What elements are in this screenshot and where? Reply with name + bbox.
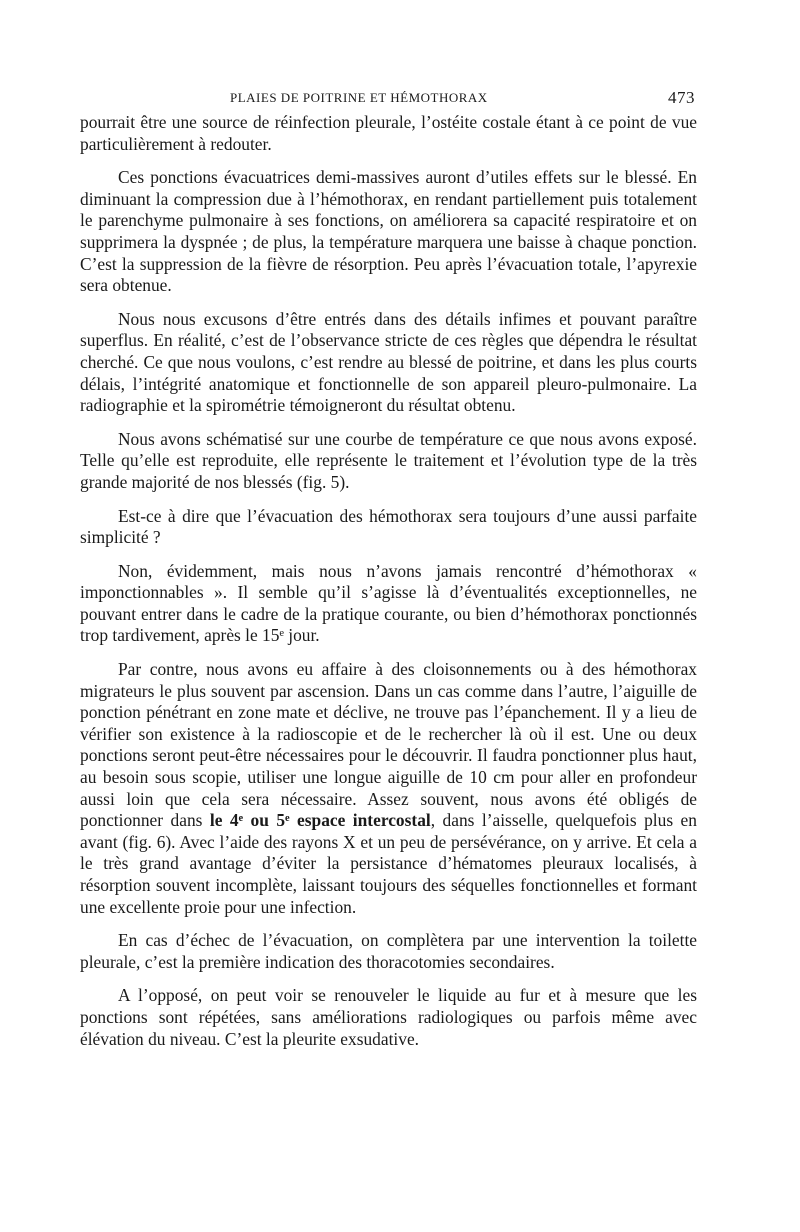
paragraph-thoracotomies: En cas d’échec de l’évacuation, on complètera par une intervention la toilette pleurale, c’est la première indication des thoracotomies secondaires.: [80, 930, 697, 972]
intercostal-space-emphasis: le 4ᵉ ou 5ᵉ espace intercostal: [209, 810, 431, 831]
paragraph-temperature-curve: Nous avons schématisé sur une courbe de température ce que nous avons exposé. Telle qu’elle est reproduite, elle représente le traitement et l’évolution type de la très grande majorité de nos blessés (fig. 5).: [80, 428, 697, 492]
paragraph-question: Est-ce à dire que l’évacuation des hémothorax sera toujours d’une aussi parfaite simplicité ?: [80, 505, 697, 548]
page-number: 473: [668, 88, 695, 107]
paragraph-details: Nous nous excusons d’être entrés dans des détails infimes et pouvant paraître superflus. En réalité, c’est de l’observance stricte de ces règles que dépendra le résultat cherché. Ce que nous voulons, c’est rendre au blessé de poitrine, et dans les plus courts délais, l’intégrité anatomique et fonctionnelle de son appareil pleuro-pulmonaire. La radiographie et la spirométrie témoigneront du résultat obtenu.: [80, 308, 697, 416]
paragraph-continuation: pourrait être une source de réinfection pleurale, l’ostéite costale étant à ce point de vue particulièrement à redouter.: [80, 112, 697, 154]
book-page: [80, 88, 697, 1062]
running-title: PLAIES DE POITRINE ET HÉMOTHORAX: [230, 90, 488, 105]
paragraph-cloisonnements-part2: , dans l’aisselle, quelquefois plus en avant (fig. 6). Avec l’aide des rayons X et un peu de persévérance, on y arrive. Et cela a le très grand avantage d’éviter la persistance d’hématomes pleuraux localisés, à résorption souvent incomplète, laissant toujours des séquelles fonctionnelles et formant une excellente proie pour une infection.: [80, 810, 697, 917]
paragraph-pleurite: A l’opposé, on peut voir se renouveler le liquide au fur et à mesure que les ponctions sont répétées, sans améliorations radiologiques ou parfois même avec élévation du niveau. C’est la pleurite exsudative.: [80, 985, 697, 1049]
running-head: [80, 88, 697, 112]
paragraph-cloisonnements-part1: Par contre, nous avons eu affaire à des cloisonnements ou à des hémothorax migrateurs le plus souvent par ascension. Dans un cas comme dans l’autre, l’aiguille de ponction pénétrant en zone mate et déclive, ne trouve pas l’épanchement. Il y a lieu de vérifier son existence à la radioscopie et de le rechercher là où il est. Une ou deux ponctions seront peut-être nécessaires pour le découvrir. Il faudra ponctionner plus haut, au besoin sous scopie, utiliser une longue aiguille de 10 cm pour aller en profondeur aussi loin que cela sera nécessaire. Assez souvent, nous avons été obligés de ponctionner dans: [80, 659, 697, 831]
paragraph-evacuation-effects: Ces ponctions évacuatrices demi-massives auront d’utiles effets sur le blessé. En diminuant la compression due à l’hémothorax, en rendant partiellement puis totalement le parenchyme pulmonaire à ses fonctions, on améliorera sa capacité respiratoire et on supprimera la dyspnée ; de plus, la température marquera une baisse à chaque ponction. C’est la suppression de la fièvre de résorption. Peu après l’évacuation totale, l’apyrexie sera obtenue.: [80, 167, 697, 296]
paragraph-imponctionnables: Non, évidemment, mais nous n’avons jamais rencontré d’hémothorax « imponctionnables ». Il semble qu’il s’agisse là d’éventualités exceptionnelles, ne pouvant entrer dans le cadre de la pratique courante, ou bien d’hémothorax ponctionnés trop tardivement, après le 15ᵉ jour.: [80, 560, 697, 646]
paragraph-cloisonnements: [80, 659, 697, 918]
